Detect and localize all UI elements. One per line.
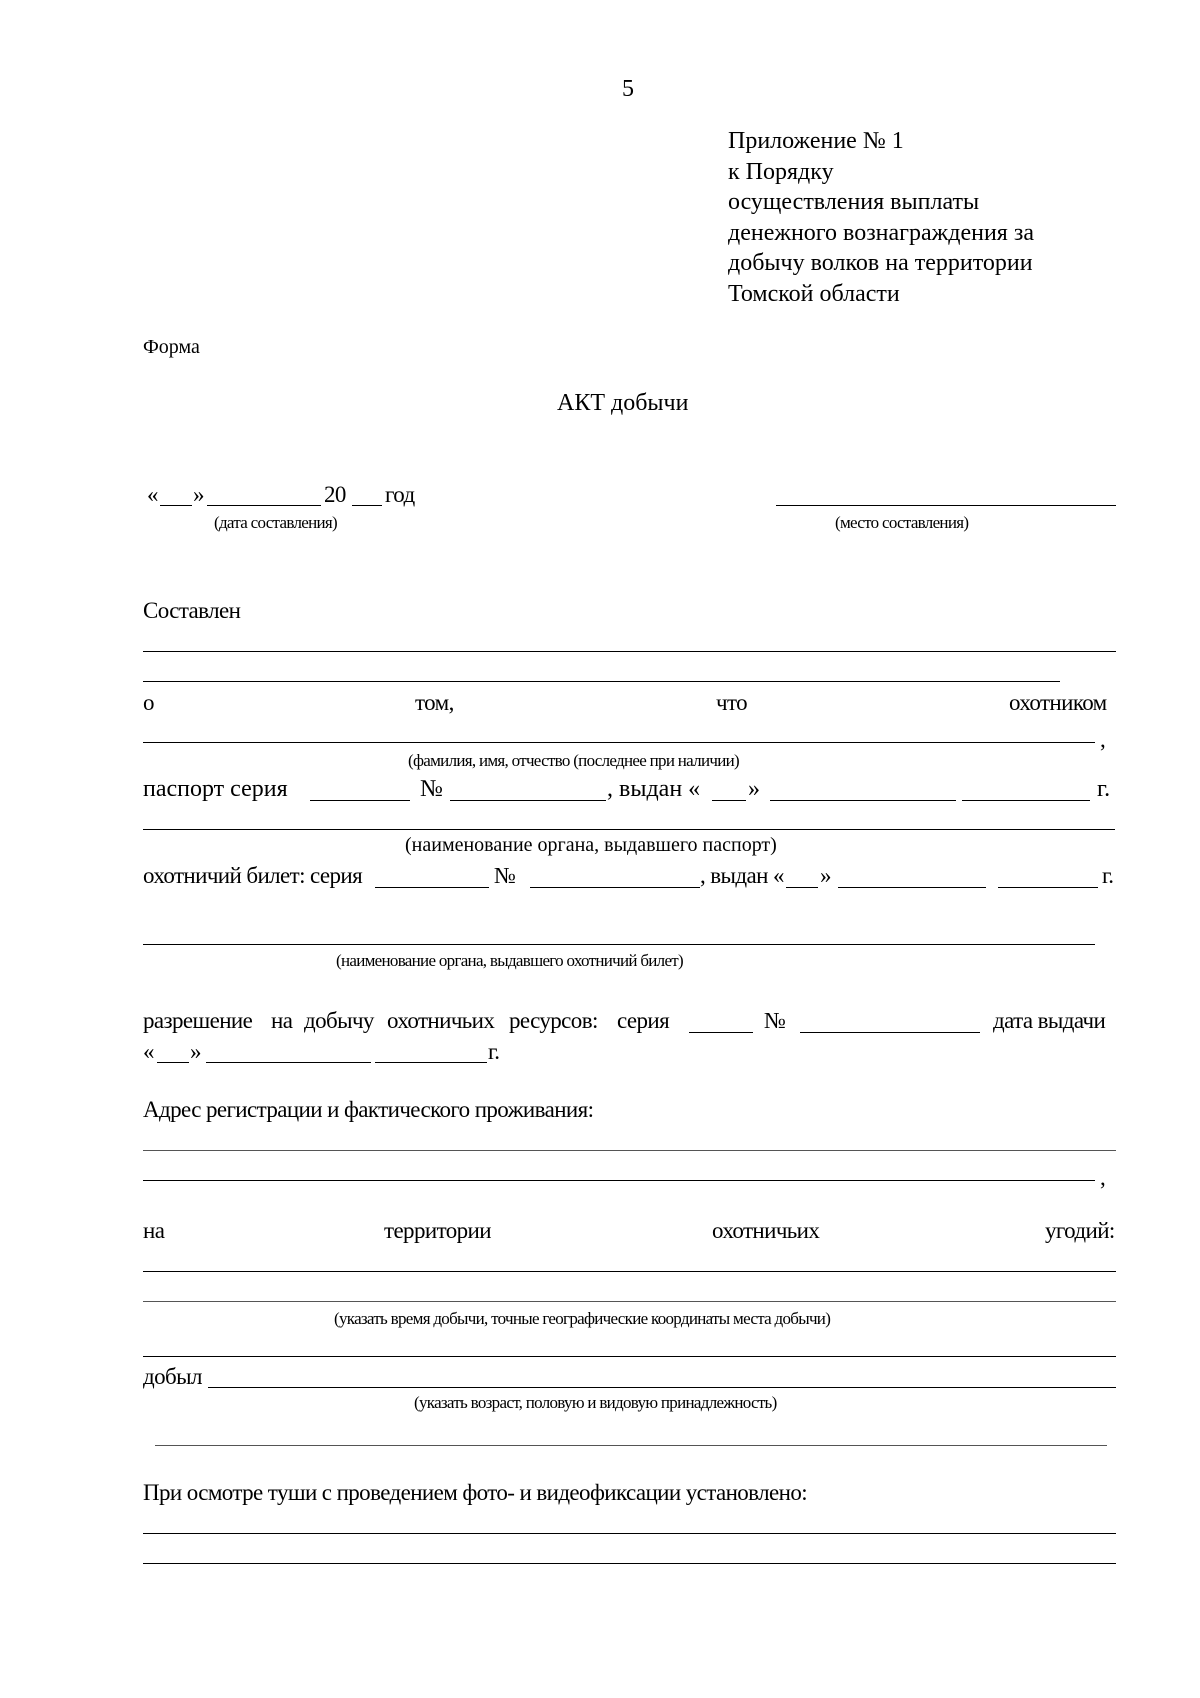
permit-word: разрешение bbox=[143, 1008, 253, 1033]
permit-word: на bbox=[271, 1008, 293, 1033]
date-year-prefix: 20 bbox=[324, 482, 346, 507]
permit-quote-open: « bbox=[143, 1039, 154, 1064]
territory-word: угодий: bbox=[1045, 1218, 1115, 1243]
composed-word: охотником bbox=[1009, 690, 1107, 715]
obtained-field-2[interactable] bbox=[155, 1445, 1107, 1446]
date-year-suffix: год bbox=[385, 482, 415, 507]
permit-series-field[interactable] bbox=[689, 1032, 753, 1033]
place-caption: (место составления) bbox=[835, 513, 969, 532]
ticket-year-suffix: г. bbox=[1102, 863, 1114, 888]
permit-word: серия bbox=[617, 1008, 670, 1033]
permit-word: ресурсов: bbox=[509, 1008, 598, 1033]
passport-number-field[interactable] bbox=[450, 800, 606, 801]
permit-number-sign: № bbox=[764, 1008, 786, 1033]
territory-word: охотничьих bbox=[712, 1218, 820, 1243]
ticket-number-field[interactable] bbox=[530, 887, 700, 888]
hunter-fio-field[interactable] bbox=[143, 742, 1095, 743]
appendix-block bbox=[728, 126, 1034, 309]
document-title: АКТ добычи bbox=[557, 390, 689, 416]
passport-authority-field[interactable] bbox=[143, 829, 1115, 830]
passport-quote-close: » bbox=[748, 776, 760, 802]
permit-number-field[interactable] bbox=[800, 1032, 980, 1033]
ticket-series-field[interactable] bbox=[375, 887, 489, 888]
permit-quote-close: » bbox=[190, 1039, 201, 1064]
permit-month-field[interactable] bbox=[206, 1062, 371, 1063]
passport-series-field[interactable] bbox=[310, 800, 410, 801]
fio-comma: , bbox=[1100, 727, 1106, 752]
obtained-caption: (указать возраст, половую и видовую принадлежность) bbox=[414, 1393, 777, 1412]
inspection-label: При осмотре туши с проведением фото- и видеофиксации установлено: bbox=[143, 1480, 808, 1505]
passport-label: паспорт серия bbox=[143, 776, 288, 802]
ticket-issued: , выдан « bbox=[700, 863, 784, 888]
permit-word: охотничьих bbox=[387, 1008, 495, 1033]
permit-word: добычу bbox=[304, 1008, 374, 1033]
composed-label: Составлен bbox=[143, 598, 241, 623]
date-quote-close: » bbox=[193, 482, 204, 507]
address-label: Адрес регистрации и фактического проживания: bbox=[143, 1097, 594, 1122]
ticket-number-sign: № bbox=[494, 863, 516, 888]
passport-year-field[interactable] bbox=[962, 800, 1090, 801]
permit-day-field[interactable] bbox=[157, 1062, 189, 1063]
appendix-line: добычу волков на территории bbox=[728, 250, 1033, 276]
page-number: 5 bbox=[622, 76, 634, 102]
territory-word: территории bbox=[384, 1218, 491, 1243]
territory-field-3[interactable] bbox=[143, 1356, 1116, 1357]
composed-word: том, bbox=[415, 690, 454, 715]
ticket-authority-field[interactable] bbox=[143, 944, 1095, 945]
form-label: Форма bbox=[143, 336, 200, 358]
obtained-label: добыл bbox=[143, 1364, 202, 1389]
date-caption: (дата составления) bbox=[214, 513, 337, 532]
passport-issued: , выдан « bbox=[607, 776, 701, 802]
passport-number-sign: № bbox=[420, 776, 443, 802]
permit-issue-date-label: дата выдачи bbox=[993, 1008, 1106, 1033]
ticket-month-field[interactable] bbox=[838, 887, 986, 888]
inspection-field-2[interactable] bbox=[143, 1563, 1116, 1564]
address-field-2[interactable] bbox=[143, 1180, 1095, 1181]
inspection-field-1[interactable] bbox=[143, 1533, 1116, 1534]
date-month-field[interactable] bbox=[207, 505, 321, 506]
passport-authority-caption: (наименование органа, выдавшего паспорт) bbox=[405, 834, 777, 856]
ticket-year-field[interactable] bbox=[998, 887, 1098, 888]
permit-year-field[interactable] bbox=[375, 1062, 487, 1063]
obtained-field[interactable] bbox=[208, 1387, 1116, 1388]
address-comma: , bbox=[1100, 1165, 1106, 1190]
ticket-day-field[interactable] bbox=[786, 887, 818, 888]
composed-field-2[interactable] bbox=[143, 681, 1060, 682]
appendix-line: Томской области bbox=[728, 280, 900, 307]
territory-field-1[interactable] bbox=[143, 1271, 1116, 1272]
appendix-line: Приложение № 1 bbox=[728, 128, 904, 154]
territory-caption: (указать время добычи, точные географические координаты места добычи) bbox=[334, 1309, 831, 1328]
ticket-label: охотничий билет: серия bbox=[143, 863, 363, 888]
date-day-field[interactable] bbox=[160, 505, 192, 506]
fio-caption: (фамилия, имя, отчество (последнее при наличии) bbox=[408, 751, 739, 770]
territory-field-2[interactable] bbox=[143, 1301, 1116, 1302]
date-year-field[interactable] bbox=[352, 505, 382, 506]
appendix-line: денежного вознаграждения за bbox=[728, 219, 1034, 246]
appendix-line: к Порядку bbox=[728, 158, 834, 185]
passport-year-suffix: г. bbox=[1097, 776, 1111, 802]
composed-word: о bbox=[143, 690, 154, 715]
passport-day-field[interactable] bbox=[712, 800, 746, 801]
composed-field-1[interactable] bbox=[143, 651, 1116, 652]
permit-year-suffix: г. bbox=[488, 1039, 500, 1064]
passport-month-field[interactable] bbox=[770, 800, 956, 801]
ticket-authority-caption: (наименование органа, выдавшего охотничий билет) bbox=[336, 951, 683, 970]
date-quote-open: « bbox=[147, 482, 158, 507]
place-field[interactable] bbox=[776, 505, 1116, 506]
appendix-line: осуществления выплаты bbox=[728, 189, 980, 215]
composed-word: что bbox=[716, 690, 748, 715]
territory-word: на bbox=[143, 1218, 165, 1243]
address-field-1[interactable] bbox=[143, 1150, 1116, 1151]
ticket-quote-close: » bbox=[820, 863, 831, 888]
